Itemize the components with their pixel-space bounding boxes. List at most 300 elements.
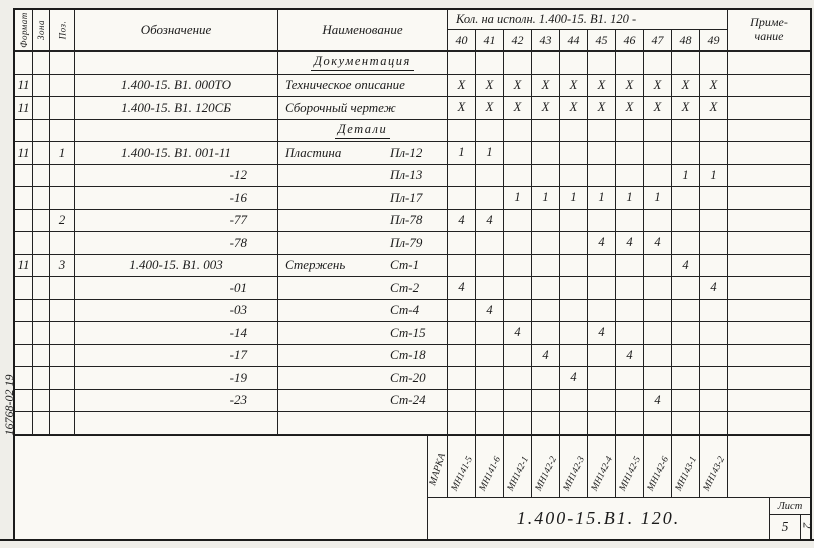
row-name-cell xyxy=(278,97,448,120)
row-designation-cell: -78 xyxy=(75,232,278,255)
qty-cell: 4 xyxy=(588,232,616,255)
row-note-cell xyxy=(728,97,810,120)
qty-col-header-44: 44 xyxy=(560,30,588,52)
qty-cell xyxy=(672,367,700,390)
row-zona-cell xyxy=(33,75,50,98)
mark-column-cell xyxy=(700,436,728,498)
qty-cell: 4 xyxy=(588,322,616,345)
qty-cell: 4 xyxy=(532,345,560,368)
qty-cell xyxy=(504,300,532,323)
qty-col-header-48: 48 xyxy=(672,30,700,52)
row-zona-cell xyxy=(33,142,50,165)
qty-cell: X xyxy=(448,97,476,120)
part-mark: Пл-13 xyxy=(390,167,423,183)
part-mark: Ст-4 xyxy=(390,302,420,318)
row-note-cell xyxy=(728,367,810,390)
section-title: Документация xyxy=(311,54,414,71)
row-designation-cell: 1.400-15. В1. 001-11 xyxy=(75,142,278,165)
qty-cell: 4 xyxy=(616,345,644,368)
qty-cell xyxy=(476,187,504,210)
row-poz-cell xyxy=(50,187,75,210)
qty-cell xyxy=(476,52,504,75)
designation-header-label: Обозначение xyxy=(140,22,212,37)
sheet-label: Лист xyxy=(777,500,803,512)
row-poz-cell xyxy=(50,120,75,143)
mark-column-label: МН142-4 xyxy=(589,454,616,493)
row-poz-cell xyxy=(50,345,75,368)
qty-cell: 1 xyxy=(476,142,504,165)
qty-cell xyxy=(504,232,532,255)
row-name-cell xyxy=(278,142,448,165)
qty-cell: X xyxy=(588,75,616,98)
row-format-cell xyxy=(15,390,33,413)
qty-cell: 1 xyxy=(448,142,476,165)
qty-cell xyxy=(560,390,588,413)
mark-column-cell xyxy=(616,436,644,498)
qty-cell xyxy=(616,412,644,435)
row-note-cell xyxy=(728,75,810,98)
row-name-cell xyxy=(278,277,448,300)
row-format-cell xyxy=(15,367,33,390)
qty-cell xyxy=(560,322,588,345)
row-poz-cell xyxy=(50,52,75,75)
qty-cell xyxy=(672,390,700,413)
mark-column-cell xyxy=(504,436,532,498)
qty-cell xyxy=(476,165,504,188)
qty-cell: 4 xyxy=(476,210,504,233)
mark-column-label: МН143-1 xyxy=(673,454,700,493)
qty-cell xyxy=(588,412,616,435)
row-designation-cell xyxy=(75,120,278,143)
row-note-cell xyxy=(728,165,810,188)
qty-cell xyxy=(616,165,644,188)
qty-cell xyxy=(532,52,560,75)
row-format-cell xyxy=(15,210,33,233)
row-designation-cell: -19 xyxy=(75,367,278,390)
row-format-cell xyxy=(15,345,33,368)
qty-cell xyxy=(672,210,700,233)
qty-cell xyxy=(448,322,476,345)
row-format-cell: 11 xyxy=(15,75,33,98)
part-name: Сборочный чертеж xyxy=(285,99,396,115)
row-note-cell xyxy=(728,300,810,323)
part-mark: Ст-15 xyxy=(390,324,426,340)
qty-cell xyxy=(532,142,560,165)
qty-cell xyxy=(700,210,728,233)
qty-cell: X xyxy=(560,97,588,120)
row-format-cell: 11 xyxy=(15,97,33,120)
row-name-cell xyxy=(278,255,448,278)
qty-cell: X xyxy=(700,97,728,120)
row-designation-cell: -77 xyxy=(75,210,278,233)
qty-cell xyxy=(448,345,476,368)
column-header-note xyxy=(728,10,810,52)
part-mark: Ст-1 xyxy=(390,257,420,273)
qty-cell xyxy=(476,120,504,143)
column-header-designation xyxy=(75,10,278,52)
row-format-cell xyxy=(15,300,33,323)
row-designation-cell: 1.400-15. В1. 003 xyxy=(75,255,278,278)
qty-cell xyxy=(644,255,672,278)
qty-cell xyxy=(700,367,728,390)
qty-cell: X xyxy=(532,97,560,120)
row-poz-cell xyxy=(50,300,75,323)
document-number: 1.400-15.В1. 120. xyxy=(516,508,681,528)
row-note-cell xyxy=(728,277,810,300)
row-format-cell: 11 xyxy=(15,255,33,278)
row-note-cell xyxy=(728,345,810,368)
row-designation-cell: 1.400-15. В1. 120СБ xyxy=(75,97,278,120)
sheet-number-cell xyxy=(770,515,801,539)
qty-cell xyxy=(672,345,700,368)
qty-cell: X xyxy=(532,75,560,98)
mark-column-cell xyxy=(476,436,504,498)
marka-header-cell xyxy=(427,436,448,498)
qty-cell: 1 xyxy=(532,187,560,210)
name-header-label: Наименование xyxy=(322,22,403,37)
qty-cell xyxy=(532,210,560,233)
row-poz-cell xyxy=(50,97,75,120)
qty-cell xyxy=(532,165,560,188)
qty-cell xyxy=(532,232,560,255)
qty-cell: X xyxy=(476,97,504,120)
qty-cell xyxy=(504,52,532,75)
qty-cell xyxy=(672,142,700,165)
qty-cell: 1 xyxy=(616,187,644,210)
part-mark: Пл-78 xyxy=(390,212,423,228)
mark-column-label: МН141-6 xyxy=(477,454,504,493)
row-poz-cell xyxy=(50,277,75,300)
column-header-quantity-title xyxy=(448,10,728,30)
mark-column-cell xyxy=(672,436,700,498)
qty-cell: 1 xyxy=(672,165,700,188)
qty-cell xyxy=(616,322,644,345)
mark-column-label: МН141-5 xyxy=(449,454,476,493)
qty-cell xyxy=(532,120,560,143)
qty-cell xyxy=(644,300,672,323)
qty-cell: 4 xyxy=(672,255,700,278)
qty-cell xyxy=(616,120,644,143)
row-name-cell xyxy=(278,300,448,323)
part-name: Техническое описание xyxy=(285,77,405,93)
qty-cell xyxy=(588,345,616,368)
row-designation-cell xyxy=(75,412,278,435)
mark-column-label: МН142-5 xyxy=(617,454,644,493)
row-zona-cell xyxy=(33,187,50,210)
qty-cell xyxy=(448,367,476,390)
row-note-cell xyxy=(728,142,810,165)
qty-cell xyxy=(560,232,588,255)
row-designation-cell: -01 xyxy=(75,277,278,300)
row-zona-cell xyxy=(33,412,50,435)
marka-header-label: МАРКА xyxy=(427,451,448,488)
qty-cell xyxy=(644,322,672,345)
bottom-right-empty-cell xyxy=(728,436,810,498)
qty-cell xyxy=(448,300,476,323)
qty-cell xyxy=(504,165,532,188)
mark-column-cell xyxy=(588,436,616,498)
column-header-zona xyxy=(33,10,50,52)
row-name-cell xyxy=(278,412,448,435)
poz-header-label: Поз. xyxy=(57,20,67,40)
qty-cell: 4 xyxy=(448,277,476,300)
qty-cell xyxy=(504,277,532,300)
qty-cell: X xyxy=(672,75,700,98)
row-name-cell xyxy=(278,187,448,210)
row-note-cell xyxy=(728,210,810,233)
qty-cell xyxy=(504,120,532,143)
row-name-cell xyxy=(278,165,448,188)
row-format-cell xyxy=(15,52,33,75)
qty-cell xyxy=(532,390,560,413)
qty-cell: 1 xyxy=(588,187,616,210)
row-zona-cell xyxy=(33,277,50,300)
qty-cell: X xyxy=(560,75,588,98)
row-zona-cell xyxy=(33,210,50,233)
qty-cell: X xyxy=(644,75,672,98)
qty-cell xyxy=(644,412,672,435)
row-format-cell xyxy=(15,120,33,143)
column-header-format xyxy=(15,10,33,52)
mark-column-cell xyxy=(448,436,476,498)
qty-cell xyxy=(700,322,728,345)
row-name-cell xyxy=(278,52,448,75)
mark-column-label: МН142-3 xyxy=(561,454,588,493)
bottom-frame-line xyxy=(0,539,814,541)
row-name-cell xyxy=(278,232,448,255)
qty-cell: X xyxy=(504,75,532,98)
qty-cell xyxy=(616,142,644,165)
qty-cell xyxy=(588,300,616,323)
row-note-cell xyxy=(728,390,810,413)
qty-cell: 4 xyxy=(448,210,476,233)
qty-cell xyxy=(504,390,532,413)
row-poz-cell xyxy=(50,412,75,435)
qty-cell xyxy=(672,187,700,210)
qty-cell: 1 xyxy=(560,187,588,210)
qty-cell xyxy=(448,412,476,435)
qty-cell xyxy=(504,210,532,233)
qty-cell xyxy=(588,255,616,278)
qty-cell xyxy=(644,52,672,75)
qty-cell: X xyxy=(504,97,532,120)
qty-cell: X xyxy=(616,97,644,120)
zona-header-label: Зона xyxy=(36,20,47,40)
mark-column-label: МН142-1 xyxy=(505,454,532,493)
row-poz-cell xyxy=(50,322,75,345)
row-poz-cell: 3 xyxy=(50,255,75,278)
qty-col-header-45: 45 xyxy=(588,30,616,52)
qty-cell xyxy=(644,277,672,300)
qty-cell: X xyxy=(672,97,700,120)
mark-column-label: МН142-2 xyxy=(533,454,560,493)
row-name-cell xyxy=(278,345,448,368)
qty-cell xyxy=(700,52,728,75)
quantity-title-label: Кол. на исполн. 1.400-15. В1. 120 - xyxy=(456,12,637,26)
part-mark: Ст-24 xyxy=(390,392,426,408)
format-header-label: Формат xyxy=(18,12,29,48)
row-name-cell xyxy=(278,120,448,143)
qty-cell xyxy=(616,390,644,413)
part-name: Стержень xyxy=(285,257,346,273)
qty-cell xyxy=(560,210,588,233)
row-poz-cell xyxy=(50,367,75,390)
qty-cell xyxy=(448,120,476,143)
qty-cell xyxy=(532,367,560,390)
sheet-label-cell xyxy=(770,498,810,515)
row-format-cell xyxy=(15,322,33,345)
row-designation-cell: -16 xyxy=(75,187,278,210)
qty-col-header-49: 49 xyxy=(700,30,728,52)
qty-cell xyxy=(588,52,616,75)
row-zona-cell xyxy=(33,255,50,278)
row-name-cell xyxy=(278,210,448,233)
qty-cell xyxy=(504,412,532,435)
qty-cell xyxy=(700,187,728,210)
qty-cell xyxy=(644,165,672,188)
part-mark: Пл-79 xyxy=(390,234,423,250)
qty-cell: 1 xyxy=(700,165,728,188)
qty-cell xyxy=(616,367,644,390)
qty-cell xyxy=(504,367,532,390)
mark-column-label: МН142-6 xyxy=(645,454,672,493)
qty-cell xyxy=(700,345,728,368)
mark-column-label: МН143-2 xyxy=(701,454,728,493)
qty-cell: 4 xyxy=(700,277,728,300)
margin-inventory-number: 16768-02 19 xyxy=(2,374,16,436)
row-note-cell xyxy=(728,232,810,255)
qty-cell: X xyxy=(700,75,728,98)
row-zona-cell xyxy=(33,300,50,323)
specification-table xyxy=(13,8,812,437)
qty-cell xyxy=(672,120,700,143)
qty-cell xyxy=(476,277,504,300)
qty-cell xyxy=(588,142,616,165)
qty-cell xyxy=(560,277,588,300)
qty-cell: X xyxy=(476,75,504,98)
row-designation-cell: -03 xyxy=(75,300,278,323)
qty-cell xyxy=(672,52,700,75)
row-note-cell xyxy=(728,322,810,345)
qty-cell xyxy=(672,277,700,300)
row-designation-cell: -12 xyxy=(75,165,278,188)
title-block-document-number xyxy=(427,498,770,539)
qty-cell: 4 xyxy=(616,232,644,255)
qty-cell xyxy=(700,120,728,143)
qty-col-header-41: 41 xyxy=(476,30,504,52)
qty-cell xyxy=(700,300,728,323)
qty-cell xyxy=(560,52,588,75)
row-designation-cell: -14 xyxy=(75,322,278,345)
row-format-cell: 11 xyxy=(15,142,33,165)
qty-cell xyxy=(700,142,728,165)
row-zona-cell xyxy=(33,120,50,143)
row-note-cell xyxy=(728,255,810,278)
qty-cell xyxy=(532,300,560,323)
qty-cell xyxy=(560,142,588,165)
qty-cell xyxy=(644,210,672,233)
row-poz-cell: 2 xyxy=(50,210,75,233)
row-designation-cell: 1.400-15. В1. 000ТО xyxy=(75,75,278,98)
scan-edge-artifact-text: 2 xyxy=(800,522,814,529)
qty-cell xyxy=(504,255,532,278)
qty-cell xyxy=(448,52,476,75)
note-header-line2: чание xyxy=(754,29,784,43)
row-note-cell xyxy=(728,120,810,143)
qty-col-header-47: 47 xyxy=(644,30,672,52)
column-header-name xyxy=(278,10,448,52)
qty-cell xyxy=(588,390,616,413)
qty-cell xyxy=(448,390,476,413)
qty-cell xyxy=(448,232,476,255)
qty-cell xyxy=(700,255,728,278)
mark-column-cell xyxy=(644,436,672,498)
mark-column-cell xyxy=(532,436,560,498)
qty-cell xyxy=(476,345,504,368)
qty-cell xyxy=(476,412,504,435)
row-note-cell xyxy=(728,52,810,75)
qty-cell xyxy=(644,345,672,368)
qty-cell xyxy=(448,187,476,210)
row-format-cell xyxy=(15,232,33,255)
part-mark: Ст-18 xyxy=(390,347,426,363)
part-mark: Пл-17 xyxy=(390,189,423,205)
qty-cell xyxy=(616,210,644,233)
row-format-cell xyxy=(15,412,33,435)
qty-cell xyxy=(532,277,560,300)
part-mark: Ст-2 xyxy=(390,279,420,295)
row-poz-cell xyxy=(50,165,75,188)
qty-cell xyxy=(700,390,728,413)
qty-cell xyxy=(644,142,672,165)
row-designation-cell: -17 xyxy=(75,345,278,368)
row-designation-cell xyxy=(75,52,278,75)
part-mark: Ст-20 xyxy=(390,369,426,385)
row-zona-cell xyxy=(33,97,50,120)
qty-cell xyxy=(672,300,700,323)
qty-cell xyxy=(448,165,476,188)
qty-col-header-46: 46 xyxy=(616,30,644,52)
row-name-cell xyxy=(278,75,448,98)
row-poz-cell xyxy=(50,232,75,255)
qty-cell xyxy=(616,277,644,300)
qty-cell: 4 xyxy=(644,390,672,413)
qty-cell xyxy=(504,142,532,165)
row-name-cell xyxy=(278,367,448,390)
row-zona-cell xyxy=(33,165,50,188)
row-zona-cell xyxy=(33,322,50,345)
qty-cell xyxy=(560,345,588,368)
qty-cell xyxy=(588,277,616,300)
qty-cell: 4 xyxy=(644,232,672,255)
qty-cell: 4 xyxy=(560,367,588,390)
row-format-cell xyxy=(15,187,33,210)
qty-cell xyxy=(700,232,728,255)
qty-cell xyxy=(644,120,672,143)
section-title: Детали xyxy=(335,122,390,139)
part-name: Пластина xyxy=(285,144,342,160)
row-zona-cell xyxy=(33,52,50,75)
qty-cell xyxy=(476,322,504,345)
qty-cell xyxy=(616,300,644,323)
row-zona-cell xyxy=(33,367,50,390)
row-note-cell xyxy=(728,187,810,210)
row-designation-cell: -23 xyxy=(75,390,278,413)
qty-cell xyxy=(448,255,476,278)
qty-cell xyxy=(476,232,504,255)
qty-cell xyxy=(672,232,700,255)
row-poz-cell xyxy=(50,75,75,98)
